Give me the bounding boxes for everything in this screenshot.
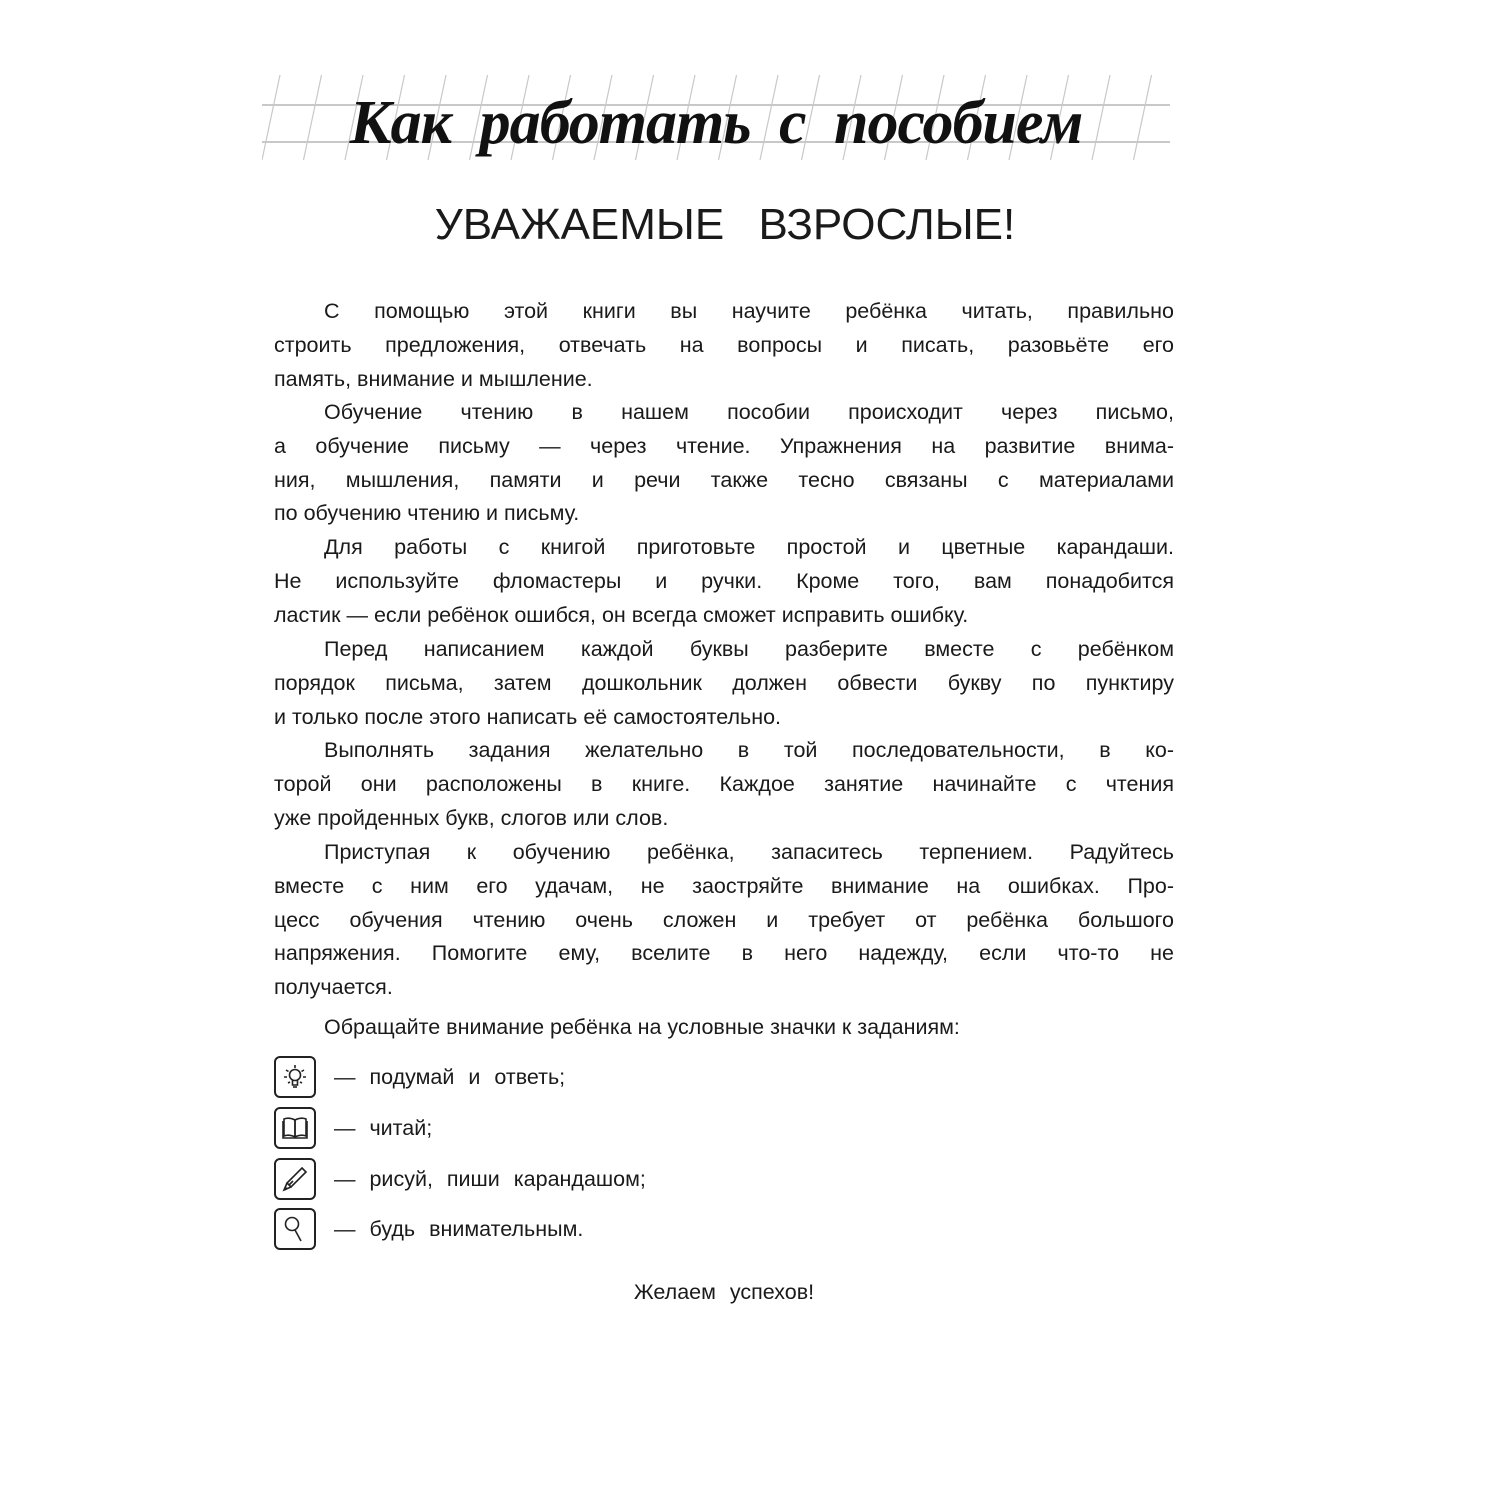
paragraph-line: вместе с ним его удачам, не заостряйте внимание на ошибках. Про- <box>274 873 1174 898</box>
legend-label: — подумай и ответь; <box>334 1064 566 1089</box>
paragraph-line: Не используйте фломастеры и ручки. Кроме того, вам понадобится <box>274 568 1174 593</box>
paragraph-line: Приступая к обучению ребёнка, запаситесь терпением. Радуйтесь <box>324 840 1174 864</box>
paragraph-line: Для работы с книгой приготовьте простой и цветные карандаши. <box>324 535 1174 559</box>
page-title: Как работать с пособием <box>349 89 1083 157</box>
closing-text: Желаем успехов! <box>633 1280 815 1304</box>
paragraph-line: торой они расположены в книге. Каждое занятие начинайте с чтения <box>274 771 1174 796</box>
paragraph-line: цесс обучения чтению очень сложен и требует от ребёнка большого <box>274 907 1174 932</box>
paragraph-line: Обучение чтению в нашем пособии происходит через письмо, <box>324 400 1174 424</box>
paragraph-line: ластик — если ребёнок ошибся, он всегда сможет исправить ошибку. <box>274 602 969 627</box>
paragraph-line: ния, мышления, памяти и речи также тесно связаны с материалами <box>274 467 1174 492</box>
paragraph-line: порядок письма, затем дошкольник должен обвести букву по пунктиру <box>274 670 1174 695</box>
magnifier-icon <box>274 1208 316 1250</box>
paragraph-line: а обучение письму — через чтение. Упражнения на развитие внима- <box>274 433 1174 458</box>
paragraph-line: память, внимание и мышление. <box>274 366 593 391</box>
paragraph-line: Перед написанием каждой буквы разберите вместе с ребёнком <box>324 637 1174 661</box>
icons-intro: Обращайте внимание ребёнка на условные значки к заданиям: <box>324 1015 960 1039</box>
legend-label: — будь внимательным. <box>334 1216 584 1241</box>
pencil-icon <box>274 1158 316 1200</box>
paragraph-line: по обучению чтению и письму. <box>274 501 580 526</box>
book-icon <box>274 1107 316 1149</box>
legend-item <box>274 1208 583 1250</box>
paragraph-line: Выполнять задания желательно в той последовательности, в ко- <box>324 738 1174 762</box>
legend-label: — рисуй, пиши карандашом; <box>334 1166 646 1191</box>
paragraph-line: уже пройденных букв, слогов или слов. <box>274 805 669 830</box>
legend-label: — читай; <box>334 1115 433 1140</box>
legend-item <box>274 1107 432 1149</box>
lightbulb-icon <box>274 1056 316 1098</box>
paragraph-line: напряжения. Помогите ему, вселите в него надежду, если что-то не <box>274 941 1174 966</box>
legend-item <box>274 1056 565 1098</box>
paragraph-line: получается. <box>274 975 393 1000</box>
paragraph-line: и только после этого написать её самостоятельно. <box>274 704 782 729</box>
paragraph-line: С помощью этой книги вы научите ребёнка читать, правильно <box>324 299 1174 323</box>
section-heading: УВАЖАЕМЫЕ ВЗРОСЛЫЕ! <box>434 200 1016 249</box>
paragraph-line: строить предложения, отвечать на вопросы и писать, разовьёте его <box>274 332 1174 357</box>
legend-item <box>274 1158 646 1200</box>
